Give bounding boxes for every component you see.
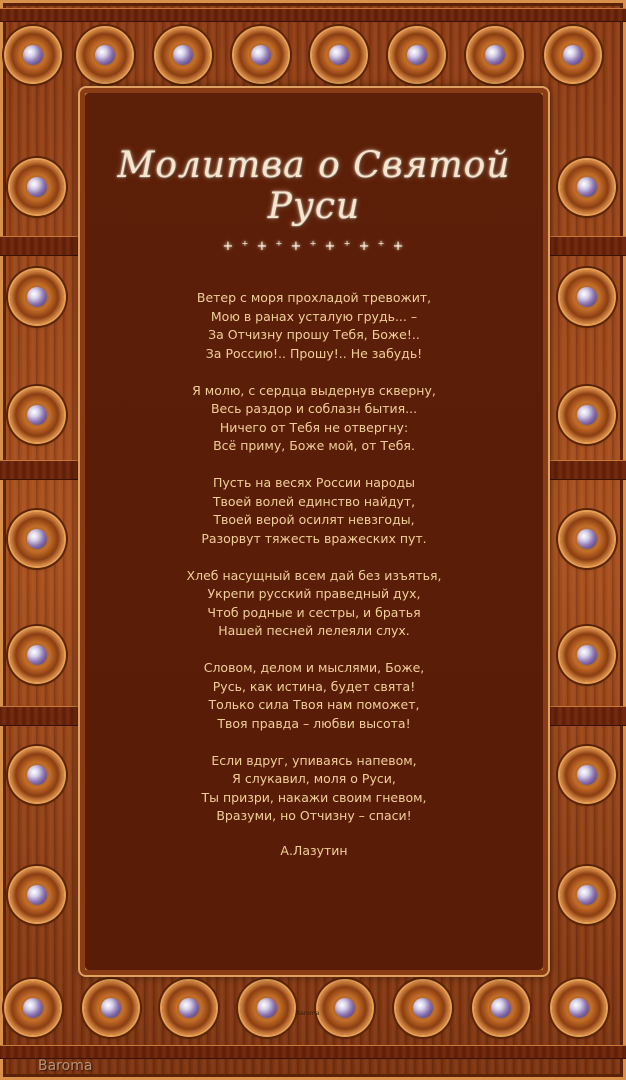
medallion-ornament: [318, 981, 372, 1035]
poem-line: Русь, как истина, будет свята!: [212, 678, 416, 694]
poem-line: Твоей волей единство найдут,: [212, 493, 416, 509]
poem-line: Хлеб насущный всем дай без изъятья,: [186, 567, 442, 583]
stanza: [85, 289, 543, 363]
poem-line: Всё приму, Боже мой, от Тебя.: [213, 438, 415, 453]
poem-panel: [80, 88, 548, 975]
medallion-ornament: [10, 270, 64, 324]
stanza: [85, 474, 543, 548]
poem-line: Твоя правда – любви высота!: [217, 715, 411, 731]
stanza: [85, 567, 543, 641]
medallion-ornament: [162, 981, 216, 1035]
poem-line: Укрепи русский праведный дух,: [207, 586, 421, 601]
small-watermark: Baroma: [296, 1010, 320, 1017]
medallion-ornament: [468, 28, 522, 82]
frame-right-band: [548, 88, 626, 975]
poem-line: Ничего от Тебя не отвергну:: [219, 419, 409, 435]
right-strip: [548, 236, 626, 256]
right-strip: [548, 706, 626, 726]
poem-line: Разорвут тяжесть вражеских пут.: [201, 530, 427, 546]
medallion-ornament: [10, 868, 64, 922]
bottom-strip: [0, 1045, 626, 1059]
stanza: [85, 382, 543, 456]
medallion-ornament: [6, 981, 60, 1035]
top-strip: [0, 8, 626, 22]
poem-panel-inner: [85, 93, 543, 970]
poem-line: Пусть на весях России народы: [213, 475, 415, 490]
medallion-ornament: [10, 628, 64, 682]
poem-body: [85, 289, 543, 844]
poem-line: Ты призри, накажи своим гневом,: [201, 789, 427, 805]
poem-line: Мою в ранах усталую грудь... –: [210, 308, 418, 324]
poem-line: Весь раздор и соблазн бытия...: [210, 401, 418, 416]
poem-author: А.Лазутин: [280, 843, 348, 858]
frame-left-band: [0, 88, 80, 975]
poem-line: Твоей верой осилят невзгоды,: [213, 512, 415, 527]
stanza: [85, 659, 543, 733]
medallion-ornament: [560, 628, 614, 682]
medallion-ornament: [552, 981, 606, 1035]
medallion-ornament: [474, 981, 528, 1035]
medallion-ornament: [560, 748, 614, 802]
poem-line: Словом, делом и мыслями, Боже,: [203, 660, 425, 675]
medallion-ornament: [560, 512, 614, 566]
medallion-ornament: [10, 160, 64, 214]
stanza: [85, 752, 543, 826]
page-title: Молитва о Святой Руси: [117, 145, 511, 227]
medallion-ornament: [390, 28, 444, 82]
poem-line: За Россию!.. Прошу!.. Не забудь!: [205, 345, 423, 361]
medallion-ornament: [84, 981, 138, 1035]
poem-line: Я слукавил, моля о Руси,: [232, 771, 396, 786]
medallion-ornament: [560, 868, 614, 922]
left-strip: [0, 706, 80, 726]
medallion-ornament: [10, 512, 64, 566]
poem-line: Только сила Твоя нам поможет,: [208, 697, 420, 712]
corner-watermark: Baroma: [38, 1058, 93, 1074]
right-strip: [548, 460, 626, 480]
medallion-ornament: [560, 388, 614, 442]
frame-top-band: [0, 0, 626, 88]
medallion-ornament: [10, 388, 64, 442]
medallion-ornament: [240, 981, 294, 1035]
poem-line: Ветер с моря прохладой тревожит,: [196, 290, 432, 305]
medallion-ornament: [234, 28, 288, 82]
medallion-ornament: [312, 28, 366, 82]
poem-line: Вразуми, но Отчизну – спаси!: [216, 808, 412, 823]
frame-bottom-band: [0, 975, 626, 1080]
left-strip: [0, 236, 80, 256]
medallion-ornament: [396, 981, 450, 1035]
medallion-ornament: [78, 28, 132, 82]
poem-line: Я молю, с сердца выдернув скверну,: [192, 382, 436, 398]
medallion-ornament: [560, 160, 614, 214]
poem-line: За Отчизну прошу Тебя, Боже!..: [208, 327, 420, 342]
left-strip: [0, 460, 80, 480]
medallion-ornament: [560, 270, 614, 324]
poem-line: Нашей песней лелеяли слух.: [218, 623, 410, 638]
sparkles-decoration: + ⁺ + ⁺ + ⁺ + ⁺ + ⁺ +: [222, 239, 406, 254]
medallion-ornament: [6, 28, 60, 82]
medallion-ornament: [10, 748, 64, 802]
medallion-ornament: [546, 28, 600, 82]
poem-line: Если вдруг, упиваясь напевом,: [211, 752, 417, 768]
medallion-ornament: [156, 28, 210, 82]
poem-line: Чтоб родные и сестры, и братья: [207, 604, 421, 620]
